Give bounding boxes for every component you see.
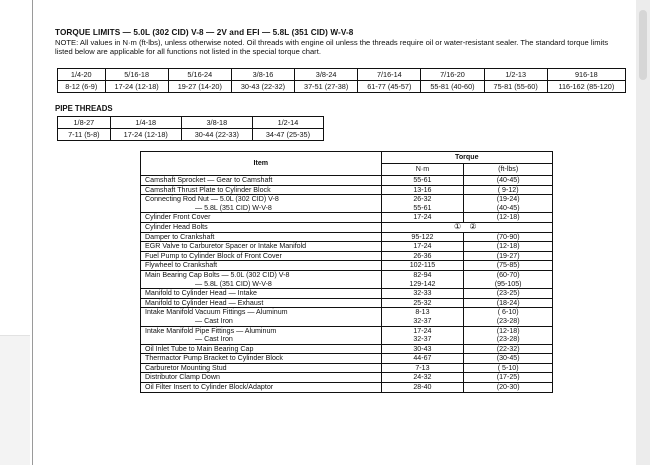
nm-value: 13-16 xyxy=(413,185,432,194)
torque-nm-cell xyxy=(381,326,464,344)
nm-value: 24-32 xyxy=(413,373,432,382)
torque-value-cell: 19-27 (14-20) xyxy=(168,81,231,93)
torque-ft-cell xyxy=(464,185,553,195)
header-torque: Torque xyxy=(381,152,552,164)
item-cell xyxy=(141,373,382,383)
item-label: EGR Valve to Carburetor Spacer or Intake Manifold xyxy=(145,242,307,251)
ft-value: (19-27) xyxy=(496,251,520,260)
ft-value: (17-25) xyxy=(496,373,520,382)
table-row xyxy=(141,185,553,195)
item-label: Camshaft Sprocket — Gear to Camshaft xyxy=(145,176,273,184)
table-row xyxy=(141,326,553,344)
table-row xyxy=(141,289,553,299)
item-label: Manifold to Cylinder Head — Intake xyxy=(145,289,257,298)
pipe-value-cell: 30-44 (22-33) xyxy=(181,129,252,141)
item-sublabel: — Cast Iron xyxy=(195,316,233,325)
nm-value: 55-61 xyxy=(413,176,432,184)
nm-value-2: 32-37 xyxy=(413,316,432,325)
nm-value: 44-67 xyxy=(413,354,432,363)
pipe-size-cell: 1/4-18 xyxy=(110,117,181,129)
ft-value: (18-24) xyxy=(496,298,520,307)
nm-value: 95-122 xyxy=(411,232,434,241)
item-label: Carburetor Mounting Stud xyxy=(145,363,227,372)
pipe-value-cell: 17-24 (12-18) xyxy=(110,129,181,141)
item-label: Manifold to Cylinder Head — Exhaust xyxy=(145,298,264,307)
torque-ft-cell xyxy=(464,344,553,354)
nm-value: 28-40 xyxy=(413,383,432,392)
document-page xyxy=(32,0,636,465)
torque-value-cell: 37-51 (27-38) xyxy=(295,81,358,93)
item-label: Distributor Clamp Down xyxy=(145,373,220,382)
note-text: NOTE: All values in N·m (ft-lbs), unless otherwise noted. Oil threads with engine oil unless the threads require oil or water-resistant sealer. The standard torque limits listed below are applicable for all functions not listed in the special torque chart. xyxy=(55,38,609,56)
standard-torque-table xyxy=(57,68,626,93)
item-cell xyxy=(141,251,382,261)
torque-ft-cell xyxy=(464,326,553,344)
torque-nm-cell xyxy=(381,232,464,242)
torque-nm-cell xyxy=(381,213,464,223)
ft-value-2: (23-28) xyxy=(496,335,520,344)
torque-value-cell: 30-43 (22-32) xyxy=(231,81,294,93)
torque-nm-cell xyxy=(381,251,464,261)
table-row xyxy=(141,270,553,288)
nm-value: 30-43 xyxy=(413,344,432,353)
table-row xyxy=(141,232,553,242)
item-cell xyxy=(141,176,382,186)
table-row xyxy=(141,344,553,354)
table-row xyxy=(141,298,553,308)
torque-nm-cell xyxy=(381,363,464,373)
nm-value: 26-32 xyxy=(413,195,432,204)
item-label: Fuel Pump to Cylinder Block of Front Cover xyxy=(145,251,282,260)
nm-value: 102-115 xyxy=(409,261,436,270)
ft-value: (12-18) xyxy=(496,213,520,222)
torque-nm-cell xyxy=(381,242,464,252)
ft-value: (30-45) xyxy=(496,354,520,363)
torque-nm-cell xyxy=(381,176,464,186)
nm-value: 7-13 xyxy=(415,363,430,372)
torque-nm-cell xyxy=(381,289,464,299)
item-cell xyxy=(141,354,382,364)
torque-nm-cell xyxy=(381,308,464,326)
thread-size-cell: 5/16-24 xyxy=(168,69,231,81)
table-row xyxy=(141,308,553,326)
item-cell xyxy=(141,261,382,271)
page-heading: TORQUE LIMITS — 5.0L (302 CID) V-8 — 2V and EFI — 5.8L (351 CID) W-V-8 xyxy=(55,28,354,37)
nm-value-2: 32-37 xyxy=(413,335,432,344)
item-label: Flywheel to Crankshaft xyxy=(145,261,218,270)
torque-nm-cell xyxy=(381,261,464,271)
item-cell xyxy=(141,213,382,223)
item-cell xyxy=(141,383,382,393)
item-label: Intake Manifold Vacuum Fittings — Aluminum xyxy=(145,308,288,317)
scrollbar-thumb[interactable] xyxy=(639,10,647,80)
pipe-threads-table xyxy=(57,116,324,141)
torque-nm-cell xyxy=(381,354,464,364)
item-cell xyxy=(141,195,382,213)
item-sublabel: — 5.8L (351 CID) W-V-8 xyxy=(195,203,272,212)
table-row xyxy=(141,261,553,271)
torque-value-cell: 116-162 (85-120) xyxy=(547,81,625,93)
item-cell xyxy=(141,185,382,195)
thread-size-cell: 3/8-24 xyxy=(295,69,358,81)
nm-value: 8-13 xyxy=(415,308,430,317)
table-row xyxy=(141,251,553,261)
ft-value-2: (23-28) xyxy=(496,316,520,325)
item-label: Damper to Crankshaft xyxy=(145,232,215,241)
item-label: Cylinder Head Bolts xyxy=(145,222,208,231)
ft-value: (12-18) xyxy=(496,326,520,335)
torque-nm-cell xyxy=(381,185,464,195)
item-label: Main Bearing Cap Bolts — 5.0L (302 CID) V-8 xyxy=(145,270,290,279)
table-row xyxy=(141,242,553,252)
thread-size-row xyxy=(58,69,626,81)
torque-ft-cell xyxy=(464,373,553,383)
nm-value: 17-24 xyxy=(413,326,432,335)
torque-nm-cell xyxy=(381,344,464,354)
item-label: Cylinder Front Cover xyxy=(145,213,211,222)
ft-value: (70-90) xyxy=(496,232,520,241)
torque-value-cell: 61-77 (45-57) xyxy=(358,81,421,93)
nm-value: 82-94 xyxy=(413,270,432,279)
item-cell xyxy=(141,270,382,288)
torque-nm-cell xyxy=(381,195,464,213)
ft-value: (23-25) xyxy=(496,289,520,298)
table-row xyxy=(141,383,553,393)
nm-value-2: 129-142 xyxy=(409,279,436,288)
scrollbar[interactable] xyxy=(636,0,650,465)
torque-value-cell: 75-81 (55-60) xyxy=(484,81,547,93)
table-row xyxy=(141,222,553,232)
torque-value-cell: 55-81 (40-60) xyxy=(421,81,484,93)
pipe-value-cell: 7-11 (5-8) xyxy=(58,129,111,141)
thread-size-cell: 7/16-14 xyxy=(358,69,421,81)
table-row xyxy=(141,213,553,223)
ft-value: ( 9-12) xyxy=(497,185,519,194)
left-gutter xyxy=(0,0,32,465)
torque-ft-cell xyxy=(464,176,553,186)
torque-ft-cell xyxy=(464,298,553,308)
ft-value: ( 5-10) xyxy=(497,363,519,372)
special-torque-table xyxy=(140,151,553,393)
torque-ft-cell xyxy=(464,195,553,213)
ft-value: (20-30) xyxy=(496,383,520,392)
nm-value: 25-32 xyxy=(413,298,432,307)
torque-nm-cell xyxy=(381,373,464,383)
item-label: Camshaft Thrust Plate to Cylinder Block xyxy=(145,185,271,194)
torque-ft-cell xyxy=(464,308,553,326)
nm-value: 17-24 xyxy=(413,242,432,251)
thread-size-cell: 3/8-16 xyxy=(231,69,294,81)
spec-table-body xyxy=(141,176,553,393)
ft-value-2: (95-105) xyxy=(494,279,522,288)
item-label: Oil Filter Insert to Cylinder Block/Adaptor xyxy=(145,383,274,392)
thread-size-cell: 916-18 xyxy=(547,69,625,81)
item-cell xyxy=(141,232,382,242)
item-cell xyxy=(141,298,382,308)
pipe-threads-title: PIPE THREADS xyxy=(55,104,113,113)
nm-value: 32-33 xyxy=(413,289,432,298)
torque-ft-cell xyxy=(464,354,553,364)
pipe-value-cell: 34-47 (25-35) xyxy=(252,129,323,141)
side-panel xyxy=(0,335,30,465)
torque-value-row xyxy=(58,81,626,93)
ft-value: (19-24) xyxy=(496,195,520,204)
header-item: Item xyxy=(141,152,382,176)
item-sublabel: — 5.8L (351 CID) W-V-8 xyxy=(195,279,272,288)
nm-value-2: 55-61 xyxy=(413,203,432,212)
torque-ft-cell xyxy=(464,242,553,252)
item-label: Oil Inlet Tube to Main Bearing Cap xyxy=(145,344,254,353)
torque-nm-cell xyxy=(381,383,464,393)
item-cell xyxy=(141,222,382,232)
ft-value: (22-32) xyxy=(496,344,520,353)
thread-size-cell: 1/4-20 xyxy=(58,69,106,81)
item-cell xyxy=(141,326,382,344)
nm-value: 17-24 xyxy=(413,213,432,222)
item-sublabel: — Cast Iron xyxy=(195,335,233,344)
pipe-value-row xyxy=(58,129,324,141)
ft-value: (60-70) xyxy=(496,270,520,279)
table-row xyxy=(141,176,553,186)
torque-nm-cell xyxy=(381,270,464,288)
item-cell xyxy=(141,289,382,299)
pipe-size-cell: 3/8-18 xyxy=(181,117,252,129)
torque-nm-cell xyxy=(381,298,464,308)
torque-ft-cell xyxy=(464,270,553,288)
ft-value: (75-85) xyxy=(496,261,520,270)
torque-ft-cell xyxy=(464,261,553,271)
torque-note-cell: ① ② xyxy=(381,222,552,232)
thread-size-cell: 7/16-20 xyxy=(421,69,484,81)
table-row xyxy=(141,363,553,373)
ft-value: ( 6-10) xyxy=(497,308,519,317)
torque-ft-cell xyxy=(464,383,553,393)
pipe-size-row xyxy=(58,117,324,129)
torque-ft-cell xyxy=(464,363,553,373)
item-cell xyxy=(141,363,382,373)
nm-value: 26-36 xyxy=(413,251,432,260)
torque-value-cell: 8-12 (6-9) xyxy=(58,81,106,93)
item-cell xyxy=(141,308,382,326)
item-cell xyxy=(141,344,382,354)
item-label: Connecting Rod Nut — 5.0L (302 CID) V-8 xyxy=(145,195,279,204)
item-label: Thermactor Pump Bracket to Cylinder Block xyxy=(145,354,283,363)
torque-ft-cell xyxy=(464,289,553,299)
thread-size-cell: 5/16-18 xyxy=(105,69,168,81)
header-nm: N·m xyxy=(381,164,464,176)
torque-ft-cell xyxy=(464,251,553,261)
ft-value-2: (40-45) xyxy=(496,203,520,212)
item-cell xyxy=(141,242,382,252)
torque-ft-cell xyxy=(464,232,553,242)
item-label: Intake Manifold Pipe Fittings — Aluminum xyxy=(145,326,277,335)
ft-value: (12-18) xyxy=(496,242,520,251)
ft-value: (40-45) xyxy=(496,176,520,184)
thread-size-cell: 1/2-13 xyxy=(484,69,547,81)
table-row xyxy=(141,373,553,383)
table-row xyxy=(141,354,553,364)
torque-value-cell: 17-24 (12-18) xyxy=(105,81,168,93)
table-row xyxy=(141,195,553,213)
header-ft-lbs: (ft-lbs) xyxy=(464,164,553,176)
header-row xyxy=(141,152,553,164)
pipe-size-cell: 1/8-27 xyxy=(58,117,111,129)
pipe-size-cell: 1/2-14 xyxy=(252,117,323,129)
